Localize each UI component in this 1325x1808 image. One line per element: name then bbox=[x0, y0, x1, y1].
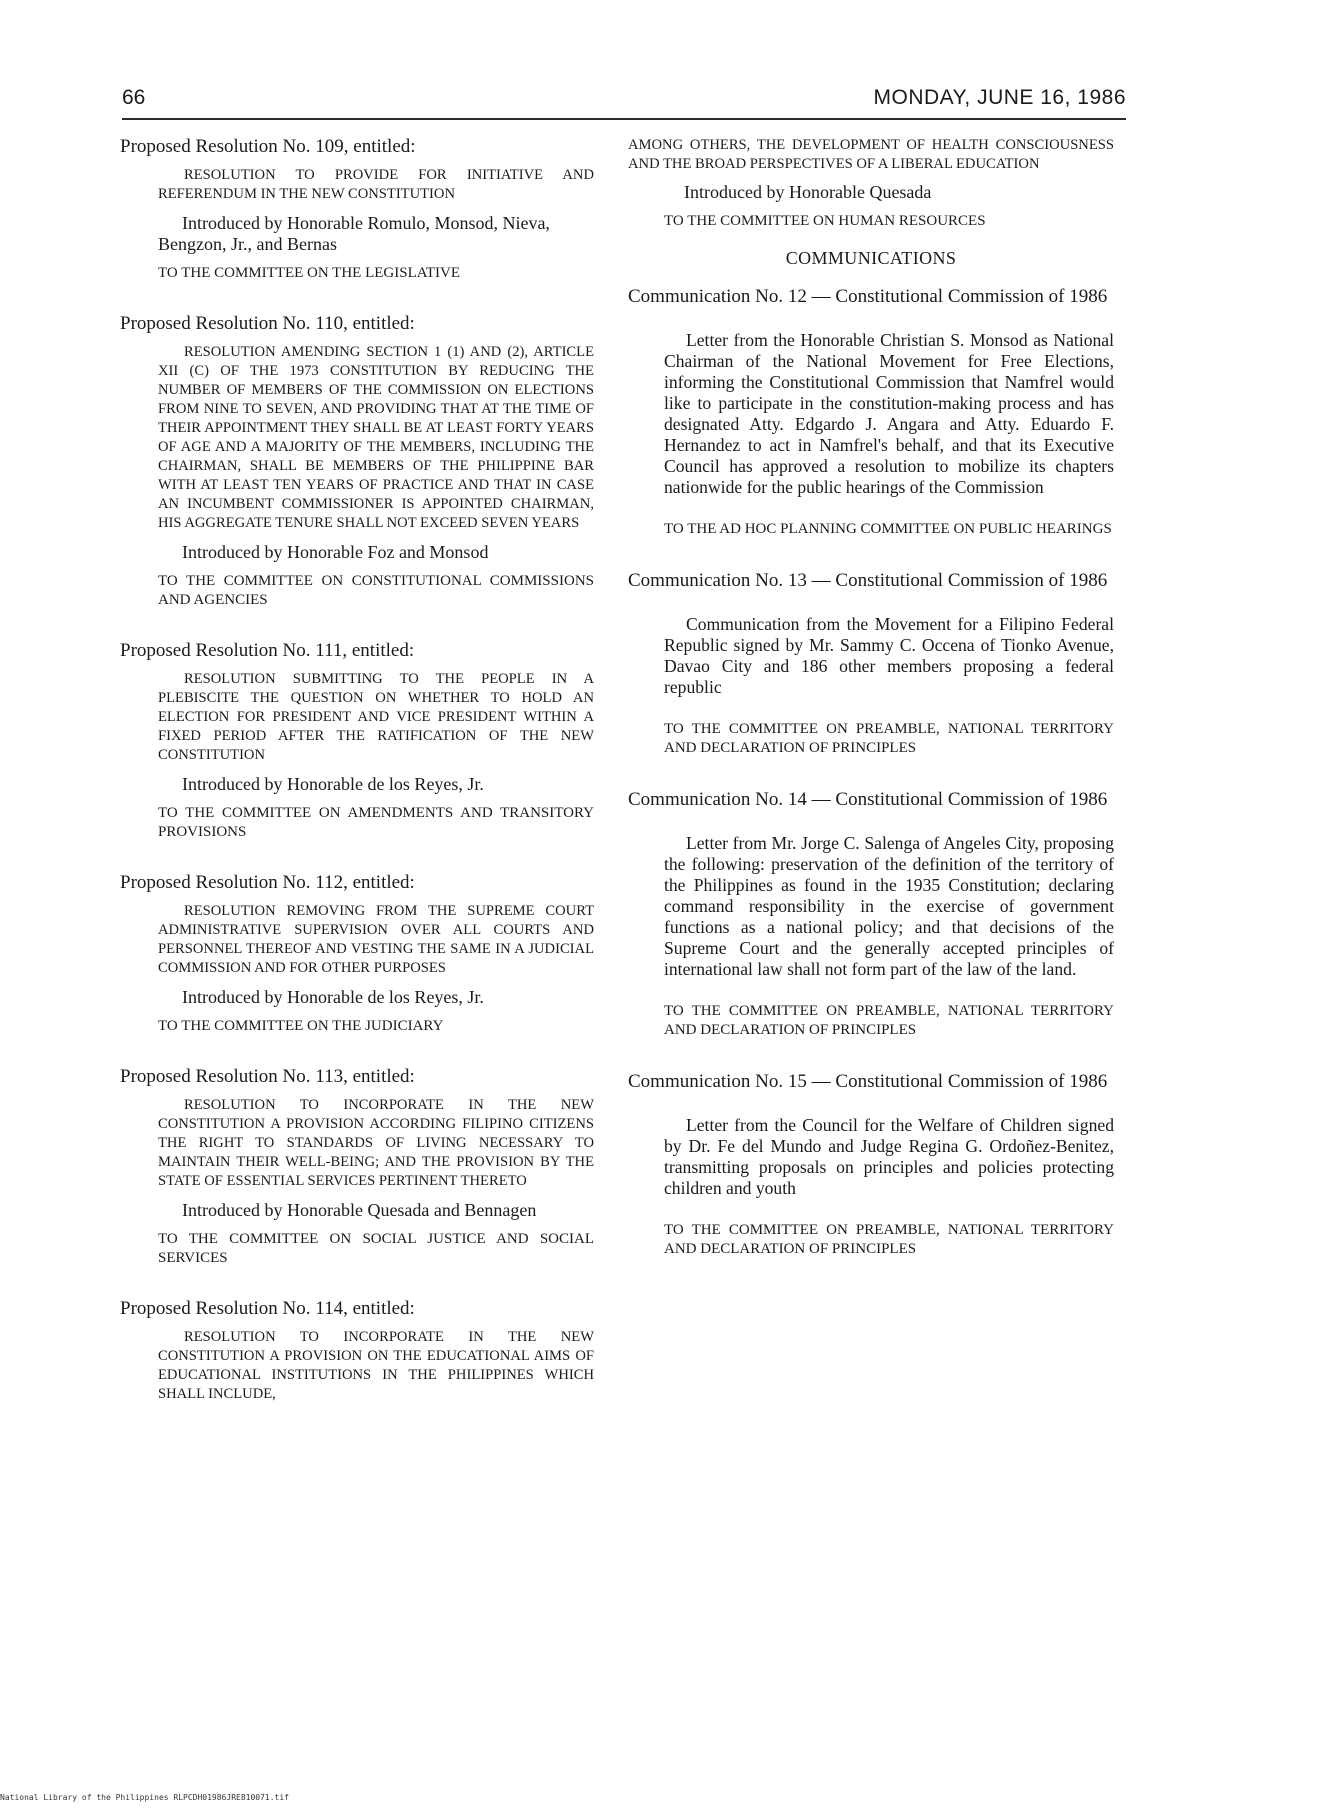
page-number: 66 bbox=[122, 86, 146, 109]
resolution-113 bbox=[120, 1066, 608, 1268]
resolution-text: RESOLUTION AMENDING SECTION 1 (1) AND (2), ARTICLE XII (C) OF THE 1973 CONSTITUTION BY REDUCING THE NUMBER OF MEMBERS OF THE COMMISSION ON ELECTIONS FROM NINE TO SEVEN, AND PROVIDING THAT AT THE TIME OF THEIR APPOINTMENT THEY SHALL BE AT LEAST FORTY YEARS OF AGE AND A MAJORITY OF THE MEMBERS, INCLUDING THE CHAIRMAN, SHALL BE MEMBERS OF THE PHILIPPINE BAR WITH AT LEAST TEN YEARS OF PRACTICE AND THAT IN CASE AN INCUMBENT COMMISSIONER IS APPOINTED CHAIRMAN, HIS AGGREGATE TENURE SHALL NOT EXCEED SEVEN YEARS bbox=[158, 344, 594, 531]
communication-body: Letter from Mr. Jorge C. Salenga of Angeles City, proposing the following: preservation of the definition of the territory of the Philippines as found in the 1935 Constitution; declaring command responsibility in the exercise of government functions as a national policy; and that decisions of the Supreme Court and the generally accepted principles of international law shall not form part of the law of the land. bbox=[664, 833, 1114, 979]
communication-title: Communication No. 14 — Constitutional Commission of 1986 bbox=[628, 789, 1108, 810]
communication-title: Communication No. 13 — Constitutional Commission of 1986 bbox=[628, 570, 1108, 591]
resolution-114-continued bbox=[628, 136, 1114, 230]
communication-12 bbox=[628, 285, 1114, 539]
resolution-title: Proposed Resolution No. 110, entitled: bbox=[120, 313, 415, 334]
communication-body: Letter from the Council for the Welfare of Children signed by Dr. Fe del Mundo and Judge Regina G. Ordoñez-Benitez, transmitting proposals on principles and policies protecting children and youth bbox=[664, 1115, 1114, 1198]
introduced-by: Introduced by Honorable Quesada and Bennagen bbox=[182, 1200, 537, 1220]
resolution-text: RESOLUTION SUBMITTING TO THE PEOPLE IN A PLEBISCITE THE QUESTION ON WHETHER TO HOLD AN ELECTION FOR PRESIDENT AND VICE PRESIDENT WITHIN A FIXED PERIOD AFTER THE RATIFICATION OF THE NEW CONSTITUTION bbox=[158, 671, 594, 763]
resolution-text: RESOLUTION TO INCORPORATE IN THE NEW CONSTITUTION A PROVISION ACCORDING FILIPINO CITIZENS THE RIGHT TO STANDARDS OF LIVING NECESSARY TO MAINTAIN THEIR WELL-BEING; AND THE PROVISION BY THE STATE OF ESSENTIAL SERVICES PERTINENT THERETO bbox=[158, 1097, 594, 1189]
introduced-by: Introduced by Honorable Romulo, Monsod, Nieva, Bengzon, Jr., and Bernas bbox=[158, 213, 550, 254]
introduced-by: Introduced by Honorable Quesada bbox=[684, 182, 932, 202]
committee-referral: TO THE COMMITTEE ON PREAMBLE, NATIONAL TERRITORY AND DECLARATION OF PRINCIPLES bbox=[664, 1222, 1114, 1257]
resolution-title: Proposed Resolution No. 109, entitled: bbox=[120, 136, 416, 157]
resolution-114 bbox=[120, 1298, 608, 1404]
resolution-text: RESOLUTION REMOVING FROM THE SUPREME COURT ADMINISTRATIVE SUPERVISION OVER ALL COURTS AND PERSONNEL THEREOF AND VESTING THE SAME IN A JUDICIAL COMMISSION AND FOR OTHER PURPOSES bbox=[158, 903, 594, 976]
resolution-text-continued: AMONG OTHERS, THE DEVELOPMENT OF HEALTH CONSCIOUSNESS AND THE BROAD PERSPECTIVES OF A LIBERAL EDUCATION bbox=[628, 137, 1114, 172]
committee-referral: TO THE AD HOC PLANNING COMMITTEE ON PUBLIC HEARINGS bbox=[664, 521, 1112, 537]
page-date: MONDAY, JUNE 16, 1986 bbox=[873, 86, 1126, 109]
resolution-109 bbox=[120, 136, 608, 283]
scan-footer: National Library of the Philippines RLPCDH01986JRE810071.tif bbox=[0, 1793, 289, 1802]
committee-referral: TO THE COMMITTEE ON HUMAN RESOURCES bbox=[664, 213, 986, 229]
committee-referral: TO THE COMMITTEE ON THE LEGISLATIVE bbox=[158, 265, 461, 281]
resolution-title: Proposed Resolution No. 113, entitled: bbox=[120, 1066, 415, 1087]
resolution-110 bbox=[120, 313, 608, 610]
resolution-title: Proposed Resolution No. 111, entitled: bbox=[120, 640, 415, 661]
resolution-111 bbox=[120, 640, 608, 842]
resolution-112 bbox=[120, 872, 608, 1036]
introduced-by: Introduced by Honorable de los Reyes, Jr. bbox=[182, 774, 484, 794]
committee-referral: TO THE COMMITTEE ON CONSTITUTIONAL COMMISSIONS AND AGENCIES bbox=[158, 573, 594, 608]
resolution-title: Proposed Resolution No. 114, entitled: bbox=[120, 1298, 415, 1319]
introduced-by: Introduced by Honorable de los Reyes, Jr. bbox=[182, 987, 484, 1007]
committee-referral: TO THE COMMITTEE ON THE JUDICIARY bbox=[158, 1018, 444, 1034]
communication-body: Communication from the Movement for a Filipino Federal Republic signed by Mr. Sammy C. Occena of Tionko Avenue, Davao City and 186 other members proposing a federal republic bbox=[664, 614, 1114, 697]
committee-referral: TO THE COMMITTEE ON PREAMBLE, NATIONAL TERRITORY AND DECLARATION OF PRINCIPLES bbox=[664, 1003, 1114, 1038]
communications-heading: COMMUNICATIONS bbox=[785, 248, 957, 268]
resolution-title: Proposed Resolution No. 112, entitled: bbox=[120, 872, 415, 893]
committee-referral: TO THE COMMITTEE ON AMENDMENTS AND TRANSITORY PROVISIONS bbox=[158, 805, 594, 840]
resolution-text: RESOLUTION TO PROVIDE FOR INITIATIVE AND REFERENDUM IN THE NEW CONSTITUTION bbox=[158, 167, 594, 202]
introduced-by: Introduced by Honorable Foz and Monsod bbox=[182, 542, 489, 562]
right-column bbox=[628, 136, 1114, 1289]
communication-15 bbox=[628, 1070, 1114, 1259]
communication-title: Communication No. 15 — Constitutional Commission of 1986 bbox=[628, 1071, 1108, 1092]
resolution-text: RESOLUTION TO INCORPORATE IN THE NEW CONSTITUTION A PROVISION ON THE EDUCATIONAL AIMS OF EDUCATIONAL INSTITUTIONS IN THE PHILIPPINES WHICH SHALL INCLUDE, bbox=[158, 1329, 594, 1402]
left-column bbox=[120, 136, 608, 1413]
communication-13 bbox=[628, 569, 1114, 758]
communication-title: Communication No. 12 — Constitutional Commission of 1986 bbox=[628, 286, 1108, 307]
committee-referral: TO THE COMMITTEE ON PREAMBLE, NATIONAL TERRITORY AND DECLARATION OF PRINCIPLES bbox=[664, 721, 1114, 756]
page-header bbox=[122, 86, 1126, 120]
communication-14 bbox=[628, 788, 1114, 1040]
communication-body: Letter from the Honorable Christian S. Monsod as National Chairman of the National Movement for Free Elections, informing the Constitutional Commission that Namfrel would like to participate in the constitution-making process and has designated Atty. Edgardo J. Angara and Atty. Eduardo F. Hernandez to act in Namfrel's behalf, and that its Executive Council has approved a resolution to mobilize its chapters nationwide for the public hearings of the Commission bbox=[664, 330, 1114, 497]
committee-referral: TO THE COMMITTEE ON SOCIAL JUSTICE AND SOCIAL SERVICES bbox=[158, 1231, 594, 1266]
